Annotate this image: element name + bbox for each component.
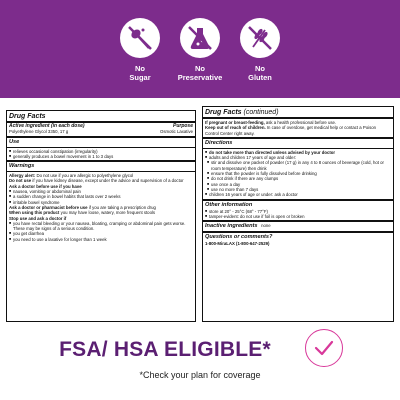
use-list <box>7 147 195 161</box>
directions-section <box>203 137 393 148</box>
directions-header: Directions <box>205 139 233 146</box>
list-item: ■ ensure that the powder is fully dissolved before drinking <box>205 171 391 176</box>
fsa-eligible-title: FSA/ HSA ELIGIBLE* <box>59 338 271 361</box>
active-ingredient-name: Polyethylene Glycol 3350, 17 g <box>9 129 69 135</box>
directions-body <box>203 148 393 199</box>
badge-no-gluten <box>230 10 290 82</box>
list-item: ■ tamper-evident: do not use if foil is open or broken <box>205 214 391 219</box>
badge-no-sugar <box>110 10 170 82</box>
drug-facts-title: Drug Facts <box>9 113 46 120</box>
inactive-section <box>203 220 393 231</box>
questions-header: Questions or comments? <box>205 234 273 241</box>
active-ingredient-header: Active ingredient (in each dose) <box>9 123 85 129</box>
questions-section <box>203 231 393 247</box>
list-item: ■ use no more than 7 days <box>205 187 391 192</box>
list-item: ■ irritable bowel syndrome <box>9 200 193 205</box>
warnings-section <box>7 160 195 171</box>
list-item: ■ you get diarrhea <box>9 231 193 236</box>
purpose-value: Osmotic Laxative <box>160 129 193 135</box>
stop-use-header: Stop use and ask a doctor if <box>9 215 67 221</box>
badge-row <box>0 10 400 90</box>
badge-label: No Gluten <box>248 64 272 82</box>
drug-facts-right <box>202 106 394 322</box>
do-not-use: Do not use if you have kidney disease, except under the advice and supervision of a doctor <box>9 178 184 184</box>
inactive-value: none <box>261 223 271 229</box>
check-icon <box>305 329 343 367</box>
fsa-coverage-note: *Check your plan for coverage <box>139 370 261 380</box>
use-header: Use <box>9 138 20 145</box>
list-item: ■ nausea, vomiting or abdominal pain <box>9 189 193 194</box>
list-item: ■ children 16 years of age or under: ask a doctor <box>205 192 391 197</box>
list-item: ■ relieves occasional constipation (irregularity) <box>9 149 193 154</box>
list-item: ■ a sudden change in bowel habits that lasts over 2 weeks <box>9 194 193 199</box>
list-item: ■ store at 20° - 25°C (68° - 77°F) <box>205 209 391 214</box>
pregnancy-section: If pregnant or breast-feeding, ask a health professional before use. Keep out of reach of children. In case of overdose, get medical help or contact a Poison Control Center right away. <box>203 117 393 137</box>
list-item: ■ stir and dissolve one packet of powder (17 g) in any 4 to 8 ounces of beverage (cold, hot or room temperature) then drink <box>205 160 391 171</box>
allergy-alert: Allergy alert: Do not use if you are allergic to polyethylene glycol <box>9 173 134 179</box>
no-sugar-spoon-icon <box>120 18 160 58</box>
list-item: ■ do not take more than directed unless advised by your doctor <box>205 150 391 155</box>
badge-no-preservative <box>170 10 230 82</box>
badge-label: No Sugar <box>129 64 151 82</box>
list-item: ■ use once a day <box>205 182 391 187</box>
product-panel <box>0 98 400 400</box>
badge-label: No Preservative <box>177 64 223 82</box>
warnings-body <box>7 171 195 243</box>
drug-facts-continued-title: Drug Facts (continued) <box>205 109 279 116</box>
list-item: ■ you have rectal bleeding or your nausea, bloating, cramping or abdominal pain gets worse. These may be signs of a serious condition. <box>9 221 193 232</box>
list-item: ■ you need to use a laxative for longer than 1 week <box>9 237 193 242</box>
no-preservative-flask-icon <box>180 18 220 58</box>
list-item: ■ adults and children 17 years of age and older: <box>205 155 391 160</box>
active-ingredient-section <box>7 121 195 136</box>
ask-pharmacist: Ask a doctor or pharmacist before use if you are taking a prescription drug <box>9 204 156 210</box>
when-using: When using this product you may have loose, watery, more frequent stools <box>9 210 156 216</box>
list-item: ■ generally produces a bowel movement in 1 to 3 days <box>9 154 193 159</box>
phone-number: 1-800-MiraLAX (1-800-647-2529) <box>205 241 270 247</box>
purpose-header: Purpose <box>172 123 193 129</box>
other-info-header: Other information <box>205 201 253 208</box>
no-gluten-wheat-icon <box>240 18 280 58</box>
other-info-section <box>203 199 393 221</box>
use-section <box>7 136 195 147</box>
inactive-header: Inactive ingredients <box>205 223 258 230</box>
warnings-header: Warnings <box>9 163 35 170</box>
ask-doctor-header: Ask a doctor before use if you have <box>9 183 82 189</box>
drug-facts-left <box>6 110 196 322</box>
list-item: ■ do not drink if there are any clumps <box>205 176 391 181</box>
